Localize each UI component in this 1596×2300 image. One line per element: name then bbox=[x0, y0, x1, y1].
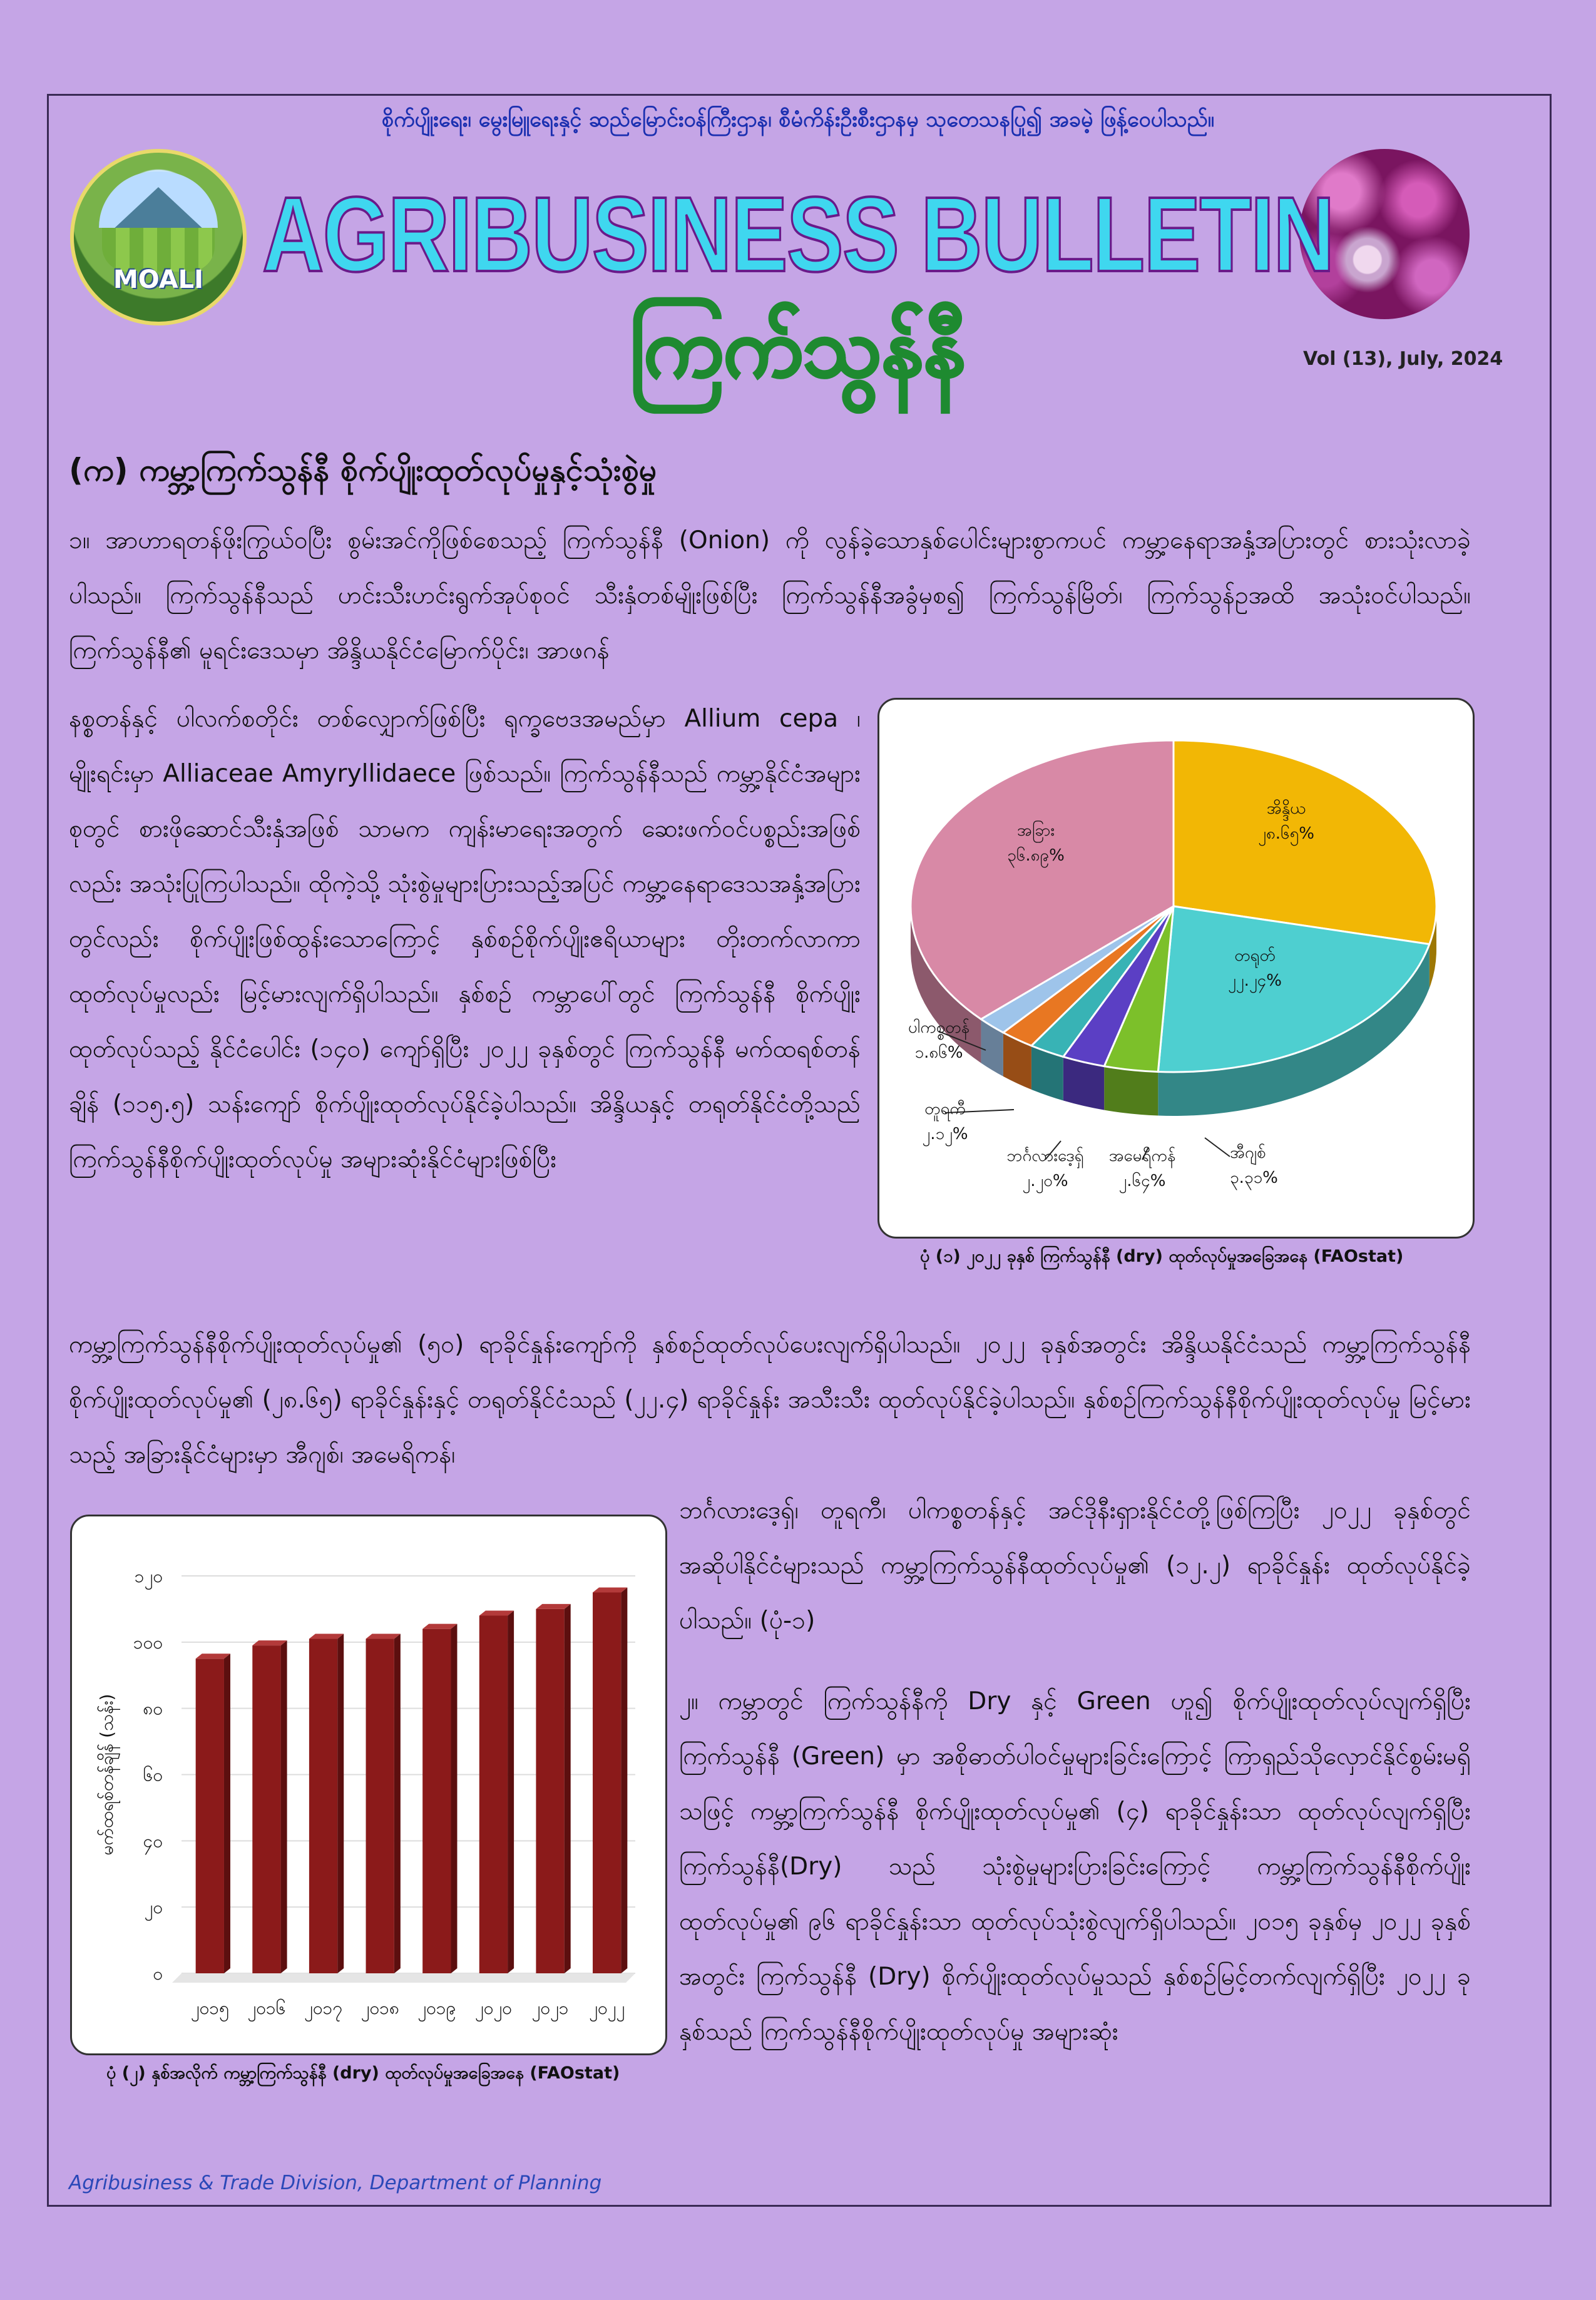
pie-label-1: တရုတ် bbox=[1234, 946, 1276, 965]
bar-ylabel: မက်ထရစ်တန်ချိန် (သန်း) bbox=[96, 1694, 117, 1856]
bar-side-3 bbox=[394, 1634, 401, 1973]
bar-side-0 bbox=[224, 1653, 230, 1973]
pie-label-6: ပါကစ္စတန် bbox=[908, 1018, 970, 1037]
paragraph-2: ၂။ ကမ္ဘာတွင် ကြက်သွန်နီကို Dry နှင့် Green ဟူ၍ စိုက်ပျိုးထုတ်လုပ်လျက်ရှိပြီး ကြက်သွန်နီ (Green) မှာ အစိုဓာတ်ပါဝင်မှုများခြင်းကြောင့် ကြာရှည်သိုလှောင်နိုင်စွမ်းမရှိသဖြင့် ကမ္ဘာ့ကြက်သွန်နီ စိုက်ပျိုးထုတ်လုပ်မှု၏ (၄) ရာခိုင်နှုန်းသာ ထုတ်လုပ်လျက်ရှိပြီး ကြက်သွန်နီ(Dry) သည် သုံးစွဲမှုများပြားခြင်းကြောင့် ကမ္ဘာ့ကြက်သွန်နီစိုက်ပျိုးထုတ်လုပ်မှု၏ ၉၆ ရာခိုင်နှုန်းသာ ထုတ်လုပ်သုံးစွဲလျက်ရှိပါသည်။ ၂၀၁၅ ခုနှစ်မှ ၂၀၂၂ ခုနှစ်အတွင်း ကြက်သွန်နီ (Dry) စိုက်ပျိုးထုတ်လုပ်မှုသည် နှစ်စဉ်မြင့်တက်လျက်ရှိပြီး ၂၀၂၂ ခုနှစ်သည် ကြက်သွန်နီစိုက်ပျိုးထုတ်လုပ်မှု အများဆုံး bbox=[679, 1687, 1471, 2046]
bulletin-subtitle: ကြက်သွန်နီ bbox=[630, 300, 966, 395]
bar-xtick-3: ၂၀၁၈ bbox=[361, 1998, 399, 2018]
bar-ytick: ၈၀ bbox=[143, 1698, 163, 1719]
pie-value-7: ၃၆.၈၉% bbox=[1007, 846, 1065, 865]
pie-value-4: ၂.၂၀% bbox=[1022, 1172, 1068, 1190]
bar-side-7 bbox=[621, 1587, 627, 1973]
bar-ytick: ၄၀ bbox=[143, 1831, 163, 1852]
bar-ytick: ၀ bbox=[153, 1963, 163, 1984]
bar-1 bbox=[252, 1645, 280, 1973]
pie-value-5: ၂.၁၂% bbox=[922, 1125, 968, 1143]
pie-value-2: ၃.၃၁% bbox=[1230, 1168, 1278, 1187]
pie-leader-2 bbox=[1205, 1138, 1230, 1157]
bar-0 bbox=[196, 1659, 224, 1973]
bar-xtick-6: ၂၀၂၁ bbox=[531, 1998, 569, 2018]
figure-2-caption: ပုံ (၂) နှစ်အလိုက် ကမ္ဘာ့ကြက်သွန်နီ (dry) ထုတ်လုပ်မှုအခြေအနေ (FAOstat) bbox=[106, 2063, 620, 2083]
bar-ytick: ၂၀ bbox=[144, 1897, 163, 1918]
bar-xtick-2: ၂၀၁၇ bbox=[304, 1998, 343, 2018]
pie-chart bbox=[879, 700, 1473, 1237]
bar-xtick-1: ၂၀၁၆ bbox=[247, 1998, 286, 2018]
bar-xtick-5: ၂၀၂၀ bbox=[474, 1998, 512, 2018]
bar-2 bbox=[309, 1639, 337, 1973]
logo-text: MOALI bbox=[113, 265, 204, 294]
bar-chart bbox=[72, 1516, 665, 2053]
pie-value-3: ၂.၆၄% bbox=[1118, 1172, 1166, 1190]
bar-6 bbox=[536, 1609, 564, 1973]
pie-label-5: တူရကီ bbox=[924, 1100, 966, 1118]
bar-ytick: ၁၂၀ bbox=[134, 1566, 163, 1587]
section-title: (က) ကမ္ဘာ့ကြက်သွန်နီ စိုက်ပျိုးထုတ်လုပ်မှုနှင့်သုံးစွဲမှု bbox=[69, 452, 657, 488]
figure-1-caption: ပုံ (၁) ၂၀၂၂ ခုနှစ် ကြက်သွန်နီ (dry) ထုတ်လုပ်မှုအခြေအနေ (FAOstat) bbox=[920, 1247, 1404, 1266]
paragraph-1-side: နစ္စတန်နှင့် ပါလက်စတိုင်း တစ်လျှောက်ဖြစ်ပြီး ရုက္ခဗေဒအမည်မှာ Allium cepa ၊ မျိုးရင်းမှာ Alliaceae Amyryllidaece ဖြစ်သည်။ ကြက်သွန်နီသည် ကမ္ဘာ့နိုင်ငံအများစုတွင် စားဖိုဆောင်သီးနှံအဖြစ် သာမက ကျန်းမာရေးအတွက် ဆေးဖက်ဝင်ပစ္စည်းအဖြစ်လည်း အသုံးပြုကြပါသည်။ ထိုကဲ့သို့ သုံးစွဲမှုများပြားသည့်အပြင် ကမ္ဘာ့နေရာဒေသအနှံ့အပြားတွင်လည်း စိုက်ပျိုးဖြစ်ထွန်းသောကြောင့် နှစ်စဉ်စိုက်ပျိုးဧရိယာများ တိုးတက်လာကာ ထုတ်လုပ်မှုလည်း မြင့်မားလျက်ရှိပါသည်။ နှစ်စဉ် ကမ္ဘာပေါ်တွင် ကြက်သွန်နီ စိုက်ပျိုးထုတ်လုပ်သည့် နိုင်ငံပေါင်း (၁၄၀) ကျော်ရှိပြီး ၂၀၂၂ ခုနှစ်တွင် ကြက်သွန်နီ မက်ထရစ်တန်ချိန် (၁၁၅.၅) သန်းကျော် စိုက်ပျိုးထုတ်လုပ်နိုင်ခဲ့ပါသည်။ အိန္ဒိယနှင့် တရုတ်နိုင်ငံတို့သည် ကြက်သွန်နီစိုက်ပျိုးထုတ်လုပ်မှု အများဆုံးနိုင်ငံများဖြစ်ပြီး bbox=[69, 705, 861, 1173]
bar-side-4 bbox=[451, 1624, 457, 1973]
pie-label-2: အီဂျစ် bbox=[1230, 1143, 1266, 1162]
bar-side-5 bbox=[508, 1611, 514, 1974]
bar-side-6 bbox=[565, 1604, 571, 1973]
pie-value-1: ၂၂.၂၄% bbox=[1228, 971, 1282, 990]
volume-info: Vol (13), July, 2024 bbox=[1303, 348, 1503, 370]
bar-xtick-0: ၂၀၁၅ bbox=[190, 1998, 229, 2018]
pie-chart-box bbox=[877, 698, 1475, 1239]
bar-3 bbox=[366, 1639, 394, 1973]
paragraph-1-end: ဘင်္ဂလားဒေ့ရှ်၊ တူရကီ၊ ပါကစ္စတန်နှင့် အင်ဒိုနီးရှားနိုင်ငံတို့ဖြစ်ကြပြီး ၂၀၂၂ ခုနှစ်တွင် အဆိုပါနိုင်ငံများသည် ကမ္ဘာ့ကြက်သွန်နီထုတ်လုပ်မှု၏ (၁၂.၂) ရာခိုင်နှုန်း ထုတ်လုပ်နိုင်ခဲ့ပါသည်။ (ပုံ-၁) bbox=[679, 1496, 1471, 1635]
ministry-line: စိုက်ပျိုးရေး၊ မွေးမြူရေးနှင့် ဆည်မြောင်းဝန်ကြီးဌာန၊ စီမံကိန်းဦးစီးဌာနမှ သုတေသနပြု၍ အခမဲ့ ဖြန့်ဝေပါသည်။ bbox=[382, 107, 1214, 132]
paragraph-1-continued: ကမ္ဘာ့ကြက်သွန်နီစိုက်ပျိုးထုတ်လုပ်မှု၏ (၅၀) ရာခိုင်နှုန်းကျော်ကို နှစ်စဉ်ထုတ်လုပ်ပေးလျက်ရှိပါသည်။ ၂၀၂၂ ခုနှစ်အတွင်း အိန္ဒိယနိုင်ငံသည် ကမ္ဘာ့ကြက်သွန်နီစိုက်ပျိုးထုတ်လုပ်မှု၏ (၂၈.၆၅) ရာခိုင်နှုန်းနှင့် တရုတ်နိုင်ငံသည် (၂၂.၄) ရာခိုင်နှုန်း အသီးသီး ထုတ်လုပ်နိုင်ခဲ့ပါသည်။ နှစ်စဉ်ကြက်သွန်နီစိုက်ပျိုးထုတ်လုပ်မှု မြင့်မားသည့် အခြားနိုင်ငံများမှာ အီဂျစ်၊ အမေရိကန်၊ bbox=[69, 1331, 1471, 1469]
bar-ytick: ၁၀၀ bbox=[133, 1632, 163, 1653]
pie-label-7: အခြား bbox=[1016, 821, 1055, 840]
bar-side-2 bbox=[337, 1634, 344, 1973]
bar-4 bbox=[422, 1629, 451, 1973]
bar-floor bbox=[172, 1973, 635, 1983]
bar-side-1 bbox=[281, 1640, 287, 1973]
pie-value-0: ၂၈.၆၅% bbox=[1258, 824, 1314, 843]
paragraph-1: ၁။ အာဟာရတန်ဖိုးကြွယ်ဝပြီး စွမ်းအင်ကိုဖြစ်စေသည့် ကြက်သွန်နီ (Onion) ကို လွန်ခဲ့သောနှစ်ပေါင်းများစွာကပင် ကမ္ဘာ့နေရာအနှံ့အပြားတွင် စားသုံးလာခဲ့ပါသည်။ ကြက်သွန်နီသည် ဟင်းသီးဟင်းရွက်အုပ်စုဝင် သီးနှံတစ်မျိုးဖြစ်ပြီး ကြက်သွန်နီအခွံမှစ၍ ကြက်သွန်မြိတ်၊ ကြက်သွန်ဥအထိ အသုံးဝင်ပါသည်။ ကြက်သွန်နီ၏ မူရင်းဒေသမှာ အိန္ဒိယနိုင်ငံမြောက်ပိုင်း၊ အာဖဂန် bbox=[69, 526, 1471, 665]
pie-side-2 bbox=[1104, 1066, 1158, 1116]
bar-chart-box bbox=[70, 1515, 667, 2055]
bar-5 bbox=[479, 1616, 508, 1974]
pie-label-0: အိန္ဒိယ bbox=[1266, 799, 1306, 818]
bar-xtick-4: ၂၀၁၉ bbox=[417, 1998, 456, 2018]
pie-label-4: ဘင်္ဂလားဒေ့ရှ် bbox=[1006, 1147, 1084, 1165]
footer-text: Agribusiness & Trade Division, Department of Planning bbox=[69, 2172, 602, 2194]
bar-7 bbox=[593, 1592, 621, 1973]
pie-label-3: အမေရိကန် bbox=[1108, 1147, 1176, 1165]
bulletin-title: AGRIBUSINESS BULLETIN bbox=[262, 175, 1334, 294]
bar-xtick-7: ၂၀၂၂ bbox=[589, 1998, 625, 2018]
pie-value-6: ၁.၈၆% bbox=[914, 1043, 963, 1062]
bar-ytick: ၆၀ bbox=[143, 1764, 163, 1786]
